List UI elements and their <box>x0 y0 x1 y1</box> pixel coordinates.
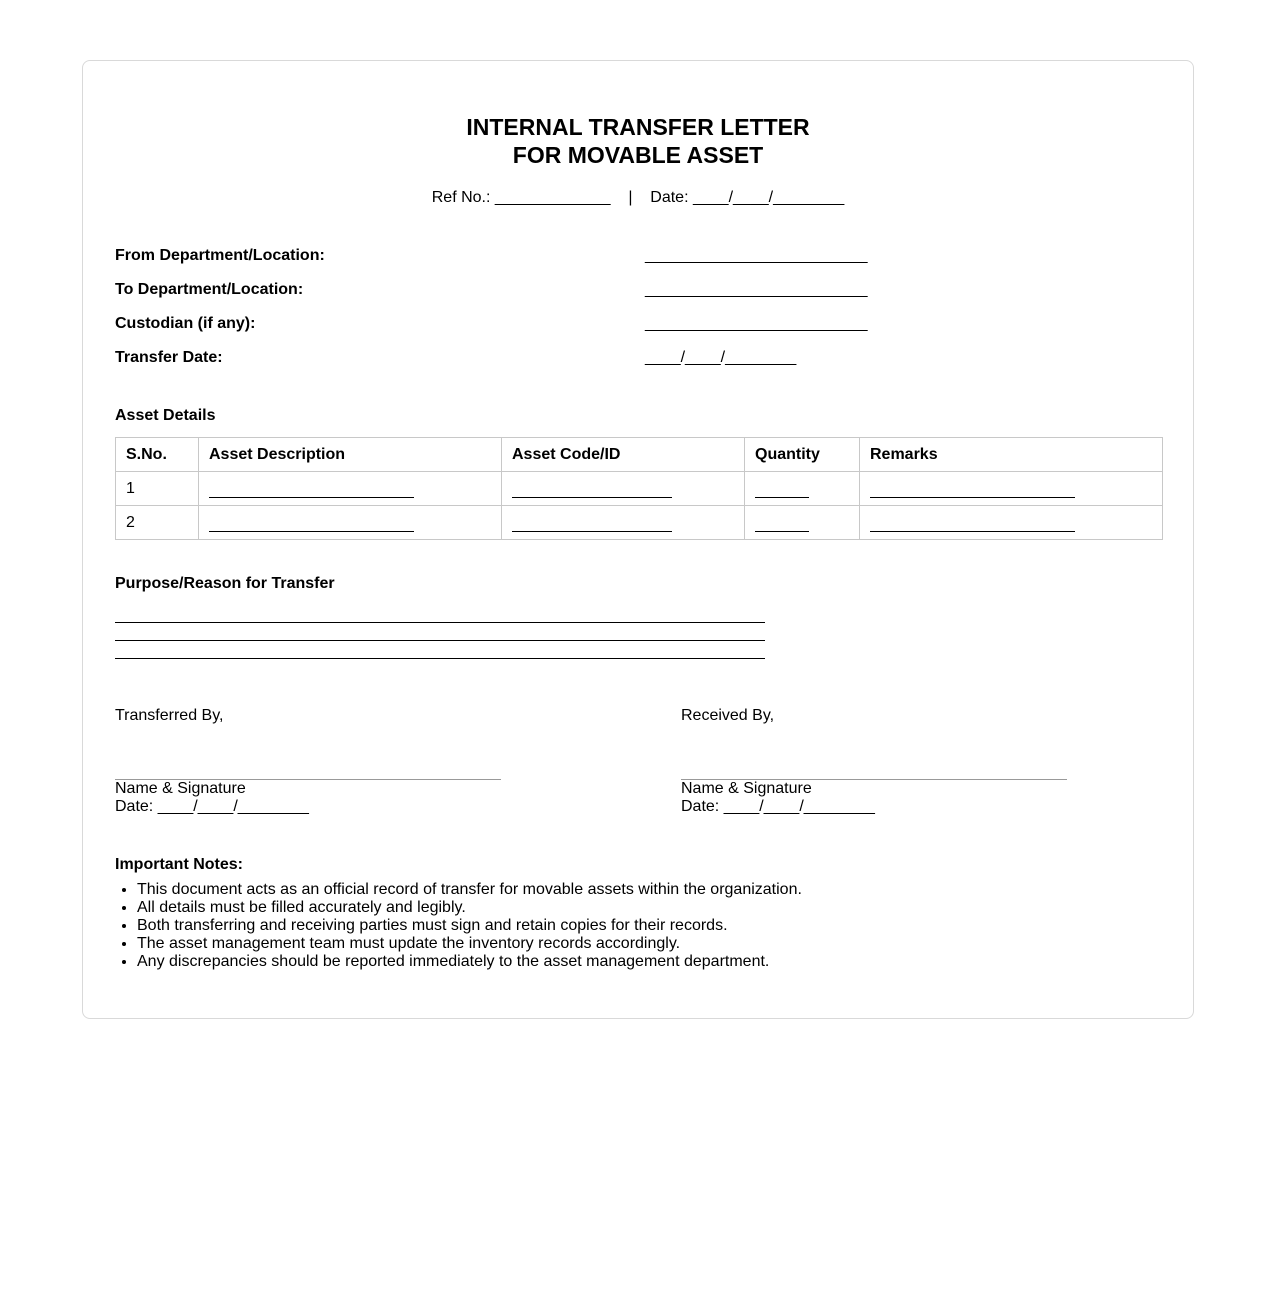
to-department-blank[interactable]: _________________________ <box>645 281 868 298</box>
asset-code-cell[interactable] <box>502 506 745 540</box>
asset-code-cell[interactable] <box>502 472 745 506</box>
header-asset-code: Asset Code/ID <box>502 438 745 472</box>
header-quantity: Quantity <box>745 438 860 472</box>
list-item: • Both transferring and receiving parties must sign and retain copies for their records. <box>137 917 802 935</box>
transfer-date-label: Transfer Date: <box>115 349 223 366</box>
quantity-cell[interactable] <box>745 506 860 540</box>
list-item: • The asset management team must update the inventory records accordingly. <box>137 935 802 953</box>
custodian-label: Custodian (if any): <box>115 315 256 332</box>
received-by-name-signature: Name & Signature <box>681 780 812 797</box>
asset-table <box>115 437 1163 540</box>
purpose-line-2[interactable] <box>115 640 765 641</box>
remarks-blank[interactable] <box>870 483 1075 498</box>
asset-code-blank[interactable] <box>512 483 672 498</box>
received-by-label: Received By, <box>681 707 775 724</box>
quantity-blank[interactable] <box>755 483 809 498</box>
to-department-label: To Department/Location: <box>115 281 304 298</box>
table-row <box>116 506 1163 540</box>
important-notes-list <box>115 881 802 971</box>
remarks-blank[interactable] <box>870 517 1075 532</box>
purpose-line-1[interactable] <box>115 622 765 623</box>
asset-details-title: Asset Details <box>115 407 216 424</box>
date-blank[interactable]: ____/____/________ <box>692 189 845 206</box>
title-line-1: INTERNAL TRANSFER LETTER <box>466 114 810 140</box>
asset-description-blank[interactable] <box>209 483 414 498</box>
row-sno: 1 <box>116 472 199 506</box>
asset-description-blank[interactable] <box>209 517 414 532</box>
header-remarks: Remarks <box>860 438 1163 472</box>
from-department-blank[interactable]: _________________________ <box>645 247 868 264</box>
document-title <box>83 113 1193 169</box>
remarks-cell[interactable] <box>860 506 1163 540</box>
date-label: Date: <box>650 189 689 206</box>
from-department-label: From Department/Location: <box>115 247 325 264</box>
asset-description-cell[interactable] <box>199 472 502 506</box>
asset-code-blank[interactable] <box>512 517 672 532</box>
remarks-cell[interactable] <box>860 472 1163 506</box>
row-sno: 2 <box>116 506 199 540</box>
header-sno: S.No. <box>116 438 199 472</box>
ref-label: Ref No.: <box>431 189 491 206</box>
transferred-by-label: Transferred By, <box>115 707 224 724</box>
table-row <box>116 472 1163 506</box>
received-by-date[interactable]: Date: ____/____/________ <box>681 798 875 815</box>
transferred-by-date[interactable]: Date: ____/____/________ <box>115 798 309 815</box>
list-item: • All details must be filled accurately and legibly. <box>137 899 802 917</box>
ref-date-line <box>83 189 1193 207</box>
important-notes-title: Important Notes: <box>115 856 243 873</box>
asset-description-cell[interactable] <box>199 506 502 540</box>
quantity-blank[interactable] <box>755 517 809 532</box>
ref-separator: | <box>628 189 633 206</box>
title-line-2: FOR MOVABLE ASSET <box>512 142 764 168</box>
list-item: • Any discrepancies should be reported immediately to the asset management department. <box>137 953 802 971</box>
purpose-line-3[interactable] <box>115 658 765 659</box>
transfer-date-blank[interactable]: ____/____/________ <box>645 349 797 366</box>
asset-table-header-row <box>116 438 1163 472</box>
header-asset-description: Asset Description <box>199 438 502 472</box>
purpose-title: Purpose/Reason for Transfer <box>115 575 335 592</box>
ref-blank[interactable]: _____________ <box>494 189 611 206</box>
custodian-blank[interactable]: _________________________ <box>645 315 868 332</box>
quantity-cell[interactable] <box>745 472 860 506</box>
document-card <box>82 60 1194 1019</box>
list-item: • This document acts as an official record of transfer for movable assets within the organization. <box>137 881 802 899</box>
transferred-by-name-signature: Name & Signature <box>115 780 246 797</box>
